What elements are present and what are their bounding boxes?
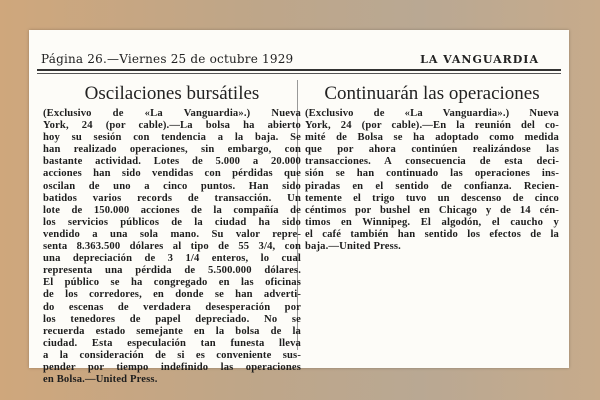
article-line: lote de 150.000 acciones de la compañía de	[43, 204, 301, 216]
article-line: temente el trigo tuvo un descenso de cinco	[305, 192, 559, 204]
article-line: recuerda estado semejante en la bolsa de la	[43, 325, 301, 337]
article-line: a la consideración de si es conveniente sus-	[43, 349, 301, 361]
article-line: una depreciación de 3 1/4 enteros, lo cual	[43, 253, 301, 265]
article-line: vendido a una sola mano. Su valor repre-	[43, 228, 301, 240]
header-rule-thin	[37, 73, 561, 74]
article-line: York, 24 (por cable).—En la reunión del co-	[305, 120, 559, 132]
article-line: (Exclusivo de «La Vanguardia».) Nueva	[43, 108, 301, 119]
article-line: en Bolsa.—United Press.	[43, 374, 158, 386]
article-line: (Exclusivo de «La Vanguardia».) Nueva	[305, 108, 559, 119]
article-title: Oscilaciones bursátiles	[84, 83, 260, 104]
dateline: Página 26.—Viernes 25 de octubre 1929	[41, 52, 294, 66]
article-line: han realizado operaciones, sin embargo, con	[43, 144, 301, 156]
header-rule	[37, 69, 561, 71]
article-line: ciudad. Esta especulación tan funesta lleva	[43, 337, 301, 349]
article-line: céntimos por bushel en Chicago y de 14 cén-	[305, 204, 559, 216]
article-line: do escenas de verdadera desesperación por	[43, 301, 301, 313]
article-title: Continuarán las operaciones	[324, 83, 540, 104]
article-line: bastante actividad. Lotes de 5.000 a 20.000	[43, 156, 301, 168]
article-line: hoy su sesión con tendencia a la baja. Se	[43, 132, 301, 144]
article-line: los servicios públicos de la ciudad ha sido	[43, 216, 301, 228]
article-line: piradas en el sentido de confianza. Recien-	[305, 180, 559, 192]
article-line: acciones han sido vendidas con pérdidas que	[43, 168, 301, 180]
article-line: York, 24 (por cable).—La bolsa ha abierto	[43, 120, 301, 132]
article-line: pender por tiempo indefinido las operaciones	[43, 361, 301, 373]
article-line: de los corredores, en donde se han adverti-	[43, 289, 301, 301]
article-line: senta 8.363.500 dólares al tipo de 55 3/4, con	[43, 241, 301, 253]
article-line: mité de Bolsa se ha adoptado como medida	[305, 132, 559, 144]
article-line: el café también han sentido los efectos de la	[305, 228, 559, 240]
article-line: los tenedores de papel depreciado. No se	[43, 313, 301, 325]
newspaper-clipping	[29, 30, 569, 386]
article-line: oscilan de uno a cinco puntos. Han sido	[43, 180, 301, 192]
article-line: que por ahora continúen realizándose las	[305, 144, 559, 156]
article-oscilaciones	[43, 82, 301, 386]
article-line: baja.—United Press.	[305, 241, 401, 253]
masthead: LA VANGUARDIA	[420, 53, 539, 66]
article-line: sión se han continuado las operaciones ins-	[305, 168, 559, 180]
article-line: timos en Winnipeg. El algodón, el caucho y	[305, 216, 559, 228]
article-line: representa una pérdida de 5.500.000 dólares.	[43, 265, 301, 277]
article-line: El público se ha congregado en las oficinas	[43, 277, 301, 289]
article-continuaran	[305, 82, 559, 253]
article-line: batidos varios records de transacción. Un	[43, 192, 301, 204]
article-line: transacciones. A consecuencia de esta deci-	[305, 156, 559, 168]
